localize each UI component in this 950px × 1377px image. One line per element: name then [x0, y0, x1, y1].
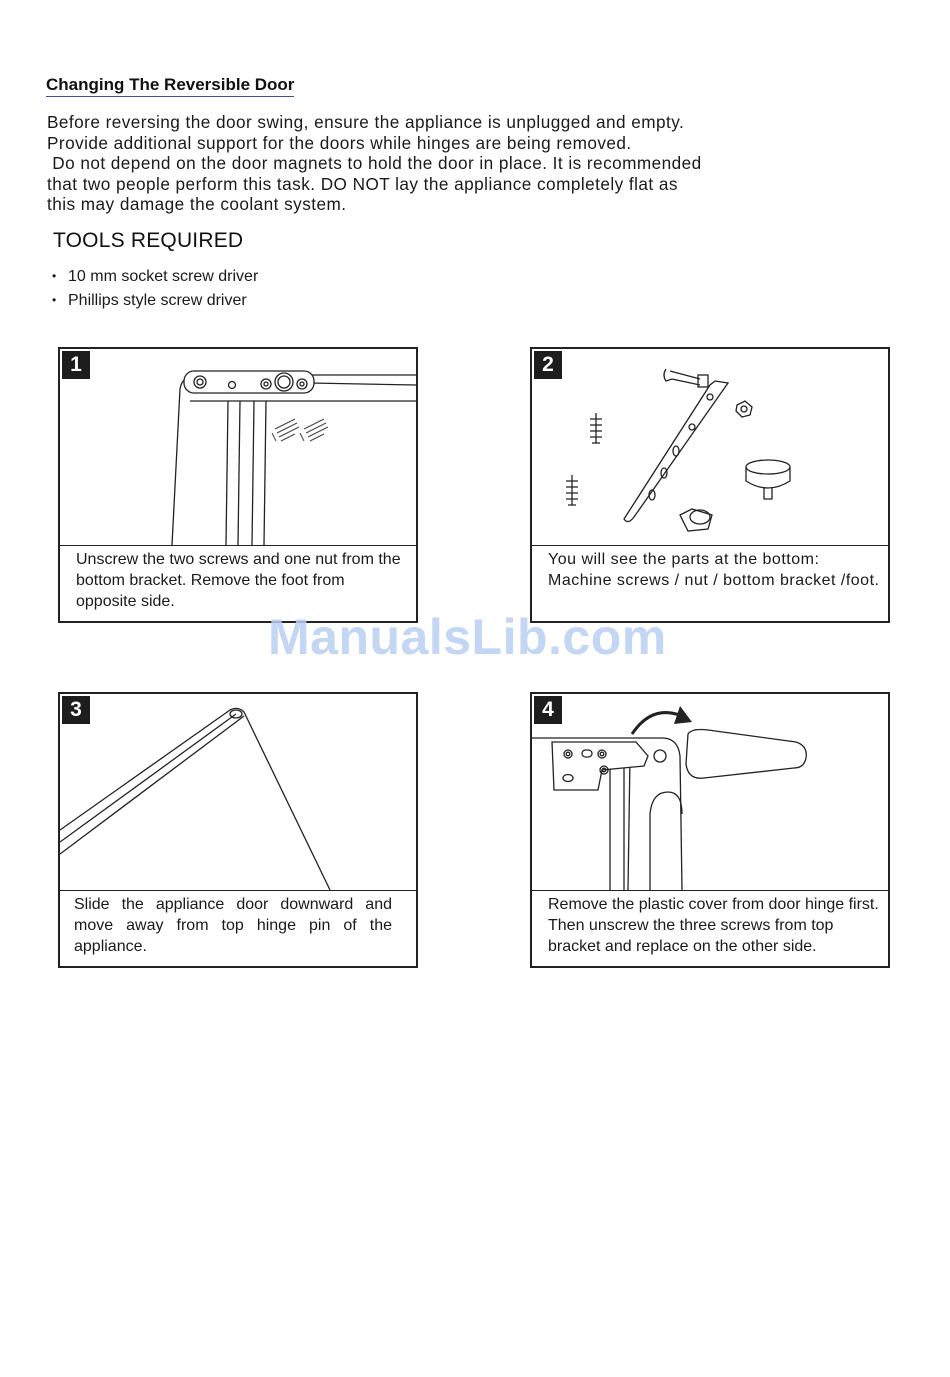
- intro-paragraph: [47, 112, 767, 215]
- watermark: ManualsLib.com: [268, 609, 667, 665]
- tools-heading: TOOLS REQUIRED: [53, 229, 244, 252]
- step-number: 4: [534, 696, 562, 724]
- step-3-illustration: [60, 694, 416, 891]
- step-4-illustration: [532, 694, 888, 891]
- step-panel-4: [530, 692, 890, 968]
- step-caption: You will see the parts at the bottom: Machine screws / nut / bottom bracket /foot.: [548, 551, 880, 589]
- step-number: 1: [62, 351, 90, 379]
- step-number: 2: [534, 351, 562, 379]
- step-number: 3: [62, 696, 90, 724]
- step-caption: Unscrew the two screws and one nut from the bottom bracket. Remove the foot from opposite side.: [76, 551, 401, 610]
- tool-item: • Phillips style screw driver: [52, 289, 258, 313]
- tools-list: [52, 265, 258, 312]
- intro-line: Provide additional support for the doors while hinges are being removed.: [47, 132, 632, 153]
- intro-line: this may damage the coolant system.: [47, 194, 347, 214]
- intro-line: Before reversing the door swing, ensure the appliance is unplugged and empty.: [47, 112, 685, 132]
- intro-line: that two people perform this task. DO NOT lay the appliance completely flat as: [47, 173, 678, 194]
- tool-item: • 10 mm socket screw driver: [52, 265, 258, 289]
- bottom-bracket-illustration: [60, 349, 416, 545]
- door-slide-illustration: [60, 694, 416, 890]
- step-caption: Remove the plastic cover from door hinge first. Then unscrew the three screws from top bracket and replace on the other side.: [548, 896, 879, 955]
- step-2-illustration: [532, 349, 888, 546]
- step-panel-3: [58, 692, 418, 968]
- section-title: Changing The Reversible Door: [46, 75, 294, 97]
- step-panel-2: [530, 347, 890, 623]
- bottom-parts-illustration: [532, 349, 888, 545]
- step-panel-1: [58, 347, 418, 623]
- intro-line: Do not depend on the door magnets to hold the door in place. It is recommended: [47, 153, 702, 173]
- top-hinge-illustration: [532, 694, 888, 890]
- step-1-illustration: [60, 349, 416, 546]
- step-caption: Slide the appliance door downward and move away from top hinge pin of the appliance.: [74, 896, 392, 955]
